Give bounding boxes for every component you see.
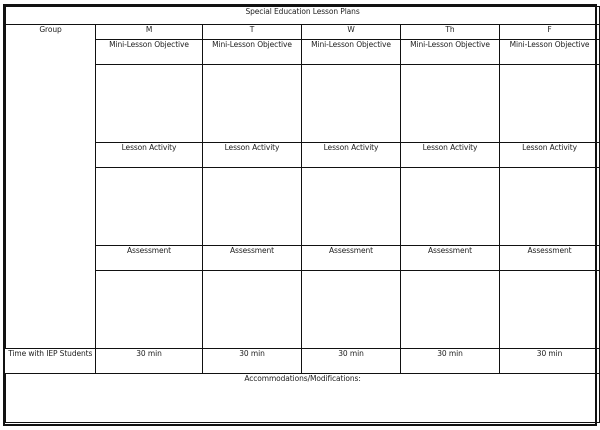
day-header-m: M xyxy=(96,25,203,40)
objective-cell-t[interactable] xyxy=(203,65,302,143)
assessment-cell-t[interactable] xyxy=(203,271,302,349)
objective-cell-f[interactable] xyxy=(500,65,600,143)
objective-label-m: Mini-Lesson Objective xyxy=(96,40,203,65)
assessment-label-f: Assessment xyxy=(500,246,600,271)
lesson-plan-page xyxy=(3,4,597,426)
page-title: Special Education Lesson Plans xyxy=(6,7,600,25)
assessment-label-th: Assessment xyxy=(401,246,500,271)
assessment-label-t: Assessment xyxy=(203,246,302,271)
day-header-t: T xyxy=(203,25,302,40)
assessment-label-m: Assessment xyxy=(96,246,203,271)
time-cell-th[interactable]: 30 min xyxy=(401,349,500,374)
objective-cell-w[interactable] xyxy=(302,65,401,143)
accommodations-label: Accommodations/Modifications: xyxy=(244,374,361,383)
time-cell-w[interactable]: 30 min xyxy=(302,349,401,374)
day-header-f: F xyxy=(500,25,600,40)
day-header-th: Th xyxy=(401,25,500,40)
activity-label-m: Lesson Activity xyxy=(96,143,203,168)
activity-cell-t[interactable] xyxy=(203,168,302,246)
group-cell[interactable] xyxy=(6,25,96,349)
time-cell-t[interactable]: 30 min xyxy=(203,349,302,374)
objective-label-t: Mini-Lesson Objective xyxy=(203,40,302,65)
assessment-cell-f[interactable] xyxy=(500,271,600,349)
day-header-w: W xyxy=(302,25,401,40)
assessment-cell-th[interactable] xyxy=(401,271,500,349)
activity-cell-m[interactable] xyxy=(96,168,203,246)
activity-label-f: Lesson Activity xyxy=(500,143,600,168)
time-with-iep-label: Time with IEP Students xyxy=(6,349,96,374)
objective-label-f: Mini-Lesson Objective xyxy=(500,40,600,65)
activity-label-th: Lesson Activity xyxy=(401,143,500,168)
activity-label-t: Lesson Activity xyxy=(203,143,302,168)
assessment-label-w: Assessment xyxy=(302,246,401,271)
objective-cell-th[interactable] xyxy=(401,65,500,143)
objective-label-w: Mini-Lesson Objective xyxy=(302,40,401,65)
lesson-plan-table xyxy=(5,6,600,423)
activity-cell-th[interactable] xyxy=(401,168,500,246)
time-cell-m[interactable]: 30 min xyxy=(96,349,203,374)
activity-cell-f[interactable] xyxy=(500,168,600,246)
group-label: Group xyxy=(39,25,62,34)
accommodations-cell[interactable] xyxy=(6,374,600,423)
time-cell-f[interactable]: 30 min xyxy=(500,349,600,374)
assessment-cell-w[interactable] xyxy=(302,271,401,349)
objective-cell-m[interactable] xyxy=(96,65,203,143)
activity-label-w: Lesson Activity xyxy=(302,143,401,168)
assessment-cell-m[interactable] xyxy=(96,271,203,349)
activity-cell-w[interactable] xyxy=(302,168,401,246)
objective-label-th: Mini-Lesson Objective xyxy=(401,40,500,65)
